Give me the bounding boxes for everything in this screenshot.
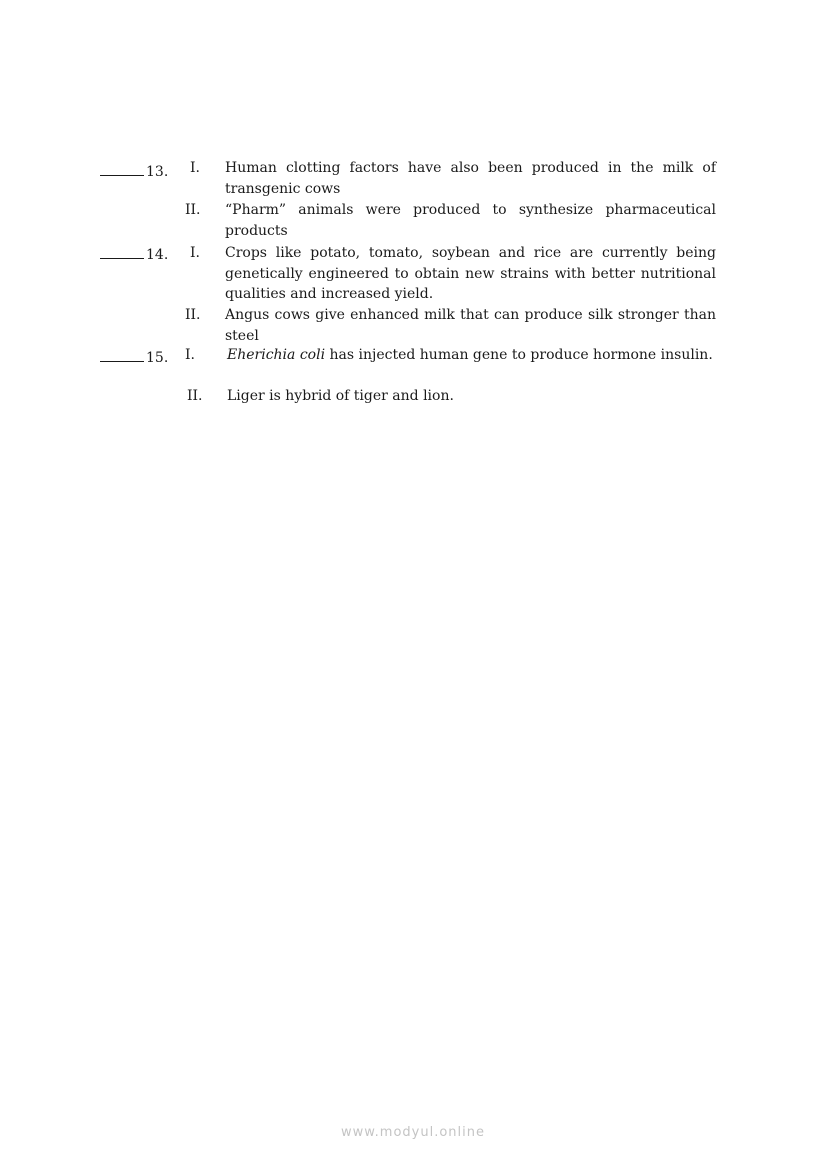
organism-name: Eherichia coli: [227, 347, 326, 363]
answer-line[interactable]: [100, 244, 144, 259]
statement-text: “Pharm” animals were produced to synthesize pharmaceutical products: [225, 202, 716, 239]
statement-numeral: II.: [185, 307, 201, 323]
answer-blank-15[interactable]: [100, 347, 168, 368]
item-number: 15.: [146, 350, 169, 366]
statement-numeral: I.: [190, 245, 200, 261]
statement-numeral: I.: [190, 160, 200, 176]
statement-text-rest: has injected human gene to produce hormone insulin.: [325, 347, 713, 363]
statement-numeral: II.: [187, 388, 203, 404]
statement-text: Angus cows give enhanced milk that can produce silk stronger than steel: [225, 307, 716, 344]
statement-text: [227, 345, 716, 366]
answer-blank-14[interactable]: [100, 244, 168, 265]
statement-text: Liger is hybrid of tiger and lion.: [227, 388, 454, 404]
answer-blank-13[interactable]: [100, 161, 168, 182]
statement-numeral: II.: [185, 202, 201, 218]
statement-text: Crops like potato, tomato, soybean and rice are currently being genetically engineered to obtain new strains with better nutritional qualities and increased yield.: [225, 245, 716, 302]
answer-line[interactable]: [100, 161, 144, 176]
footer-watermark: www.modyul.online: [340, 1125, 486, 1140]
item-number: 13.: [146, 164, 169, 180]
answer-line[interactable]: [100, 347, 144, 362]
statement-text: Human clotting factors have also been produced in the milk of transgenic cows: [225, 160, 716, 197]
statement-numeral: I.: [185, 347, 195, 363]
item-number: 14.: [146, 247, 169, 263]
